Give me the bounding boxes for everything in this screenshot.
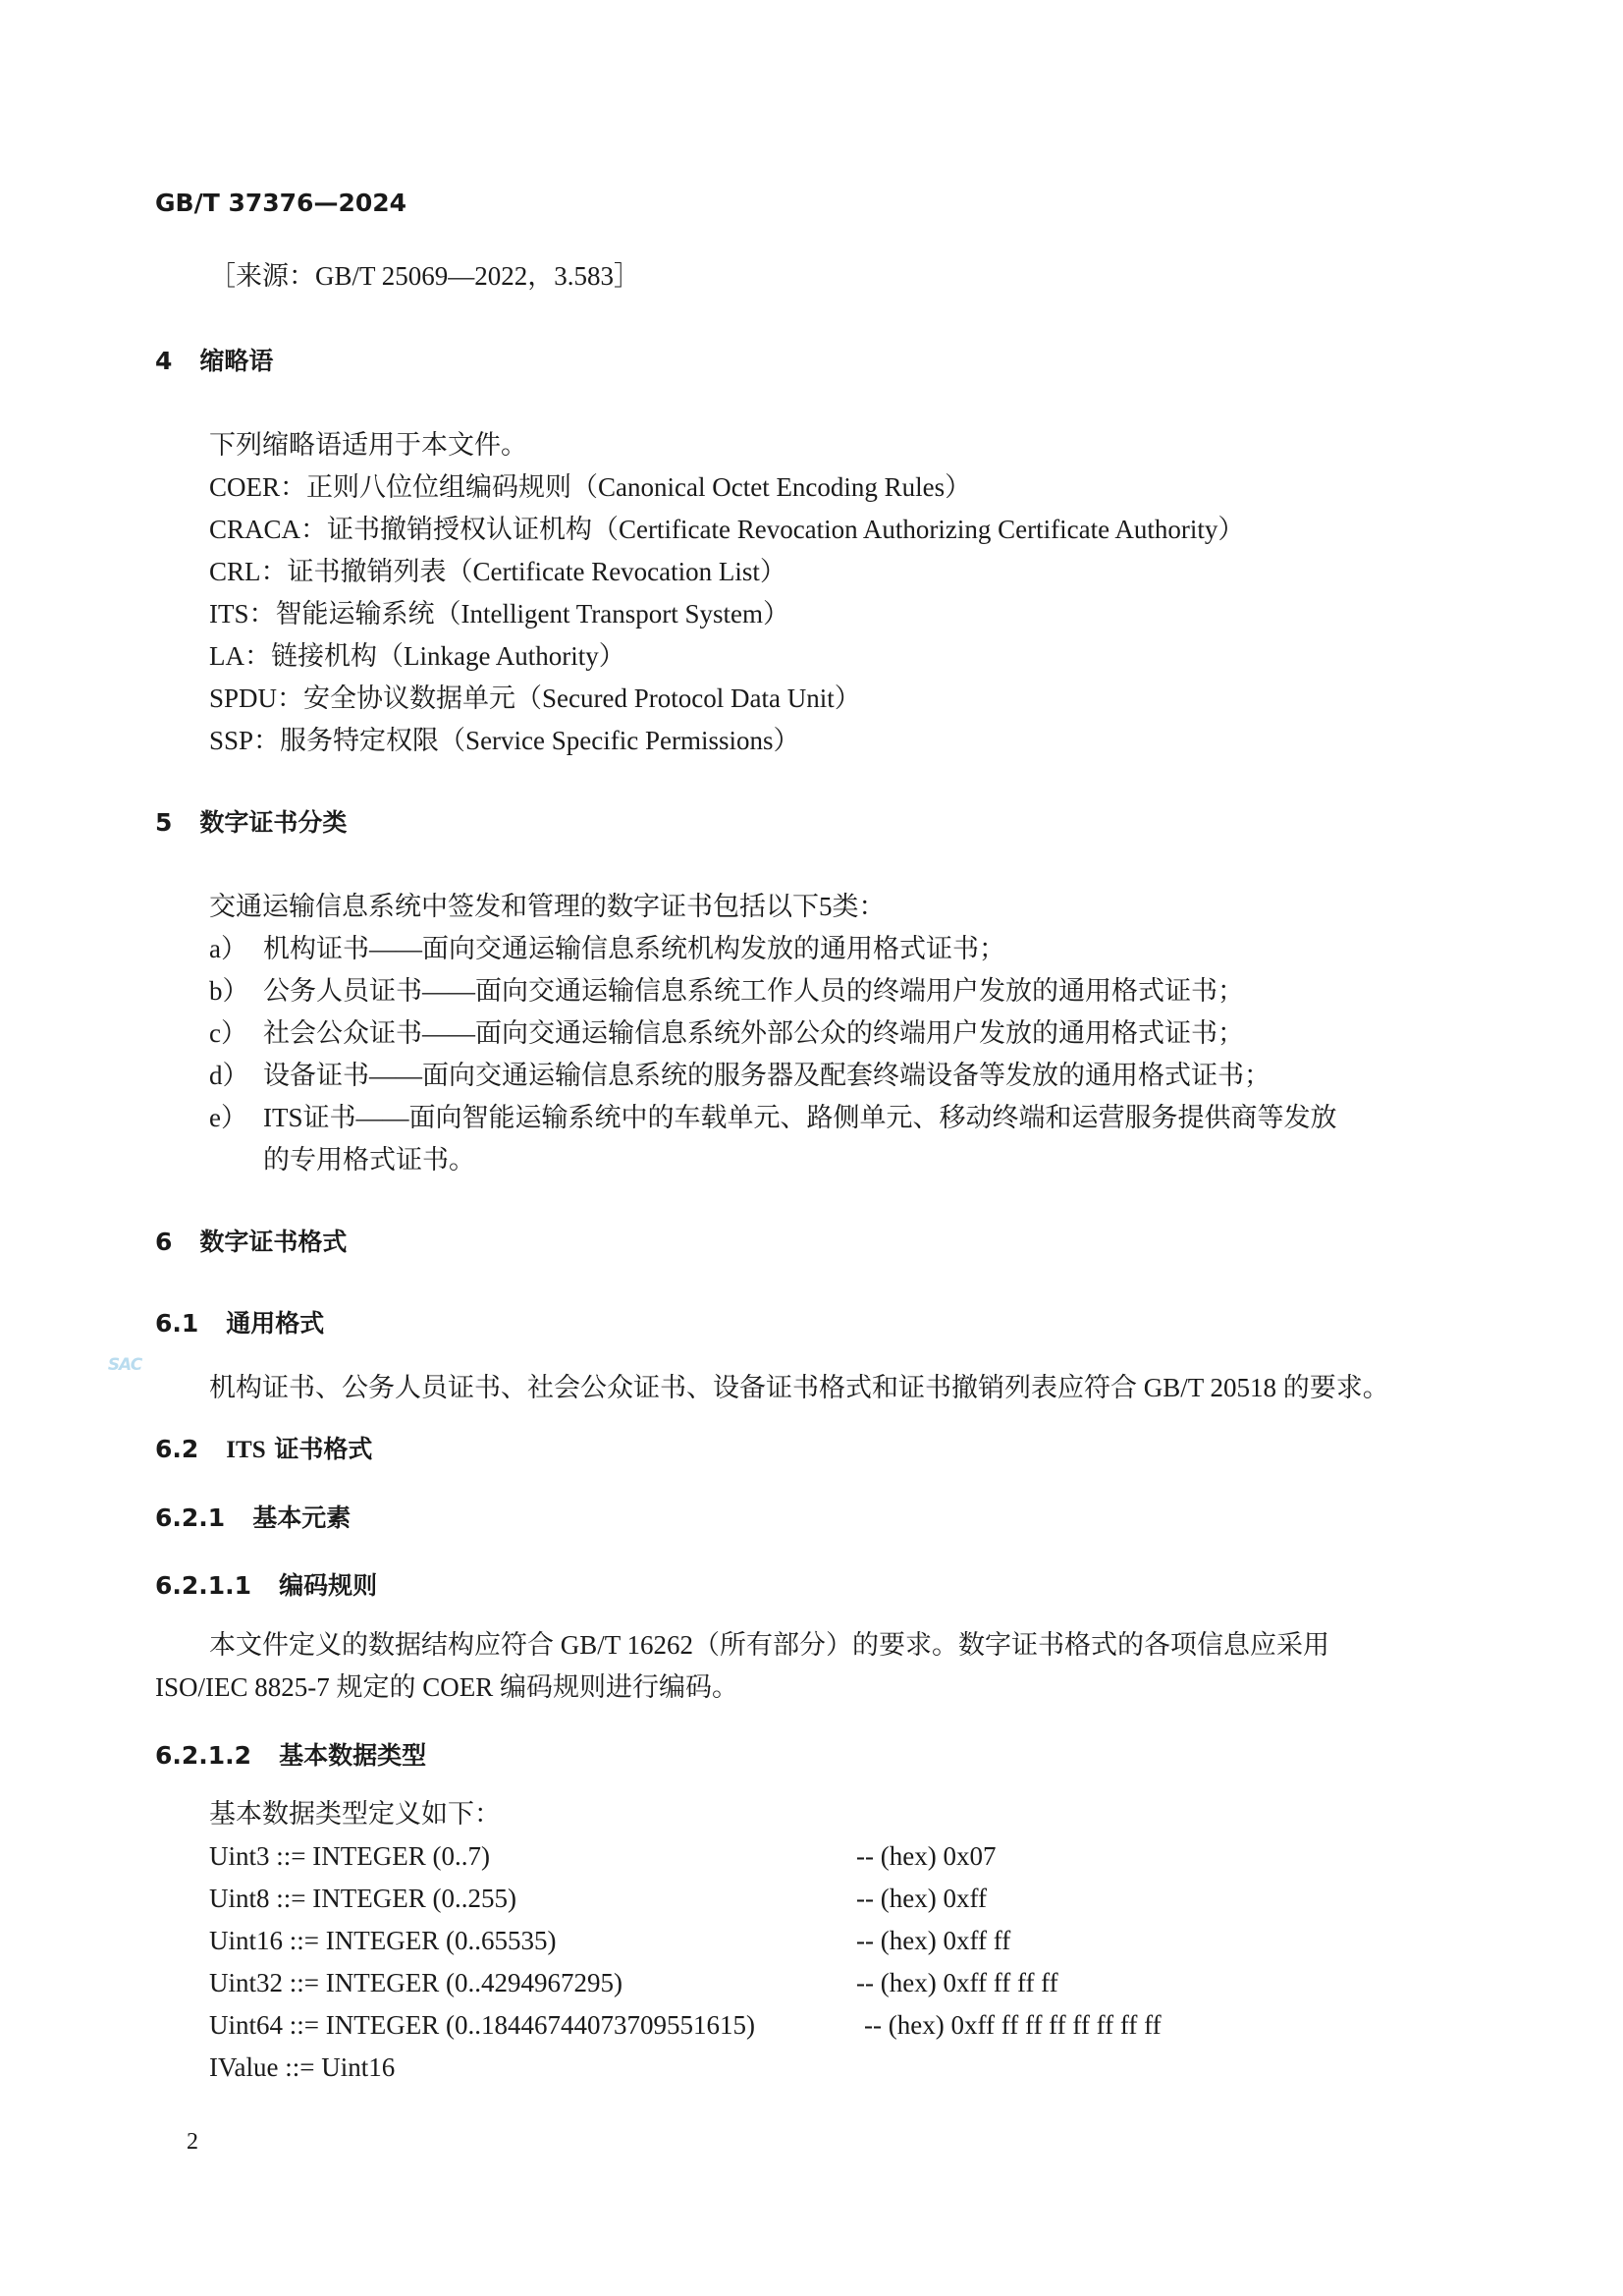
- abbreviation-item: ITS：智能运输系统（Intelligent Transport System）: [209, 599, 790, 629]
- list-text: 机构证书——面向交通运输信息系统机构发放的通用格式证书；: [263, 934, 1005, 963]
- section-title: 数字证书格式: [199, 1228, 348, 1256]
- type-comment: -- (hex) 0xff ff: [856, 1926, 1011, 1955]
- type-definition: Uint64 ::= INTEGER (0..18446744073709551615): [209, 2010, 755, 2040]
- section-number: 6: [155, 1228, 173, 1256]
- sac-watermark-logo: SAC: [107, 1355, 142, 1375]
- type-definition-row: [0, 2047, 1623, 2089]
- section-6-1-heading: [155, 1304, 324, 1339]
- section-6-2-1-heading: [155, 1499, 351, 1534]
- type-definition-row: [0, 1835, 1623, 1878]
- section-4-heading: [155, 342, 273, 377]
- list-text: 公务人员证书——面向交通运输信息系统工作人员的终端用户发放的通用格式证书；: [263, 976, 1244, 1006]
- section-6-2-1-2-intro: 基本数据类型定义如下：: [209, 1799, 501, 1829]
- section-number: 5: [155, 808, 173, 837]
- list-label: e）: [209, 1103, 247, 1132]
- source-note: ［来源：GB/T 25069—2022，3.583］: [209, 261, 641, 291]
- section-title: 基本元素: [252, 1503, 352, 1532]
- section-title: 缩略语: [199, 347, 274, 375]
- section-title: 通用格式: [226, 1309, 325, 1338]
- section-6-heading: [155, 1223, 347, 1258]
- list-text: ITS证书——面向智能运输系统中的车载单元、路侧单元、移动终端和运营服务提供商等发放: [263, 1103, 1337, 1132]
- section-6-2-1-1-text-line-2: ISO/IEC 8825-7 规定的 COER 编码规则进行编码。: [155, 1672, 738, 1702]
- type-definition-row: [0, 1962, 1623, 2004]
- section-6-2-1-1-text-line-1: 本文件定义的数据结构应符合 GB/T 16262（所有部分）的要求。数字证书格式的各项信息应采用: [209, 1630, 1330, 1660]
- type-definition-row: [0, 2004, 1623, 2047]
- section-number: 6.2: [155, 1435, 199, 1463]
- list-text-continuation: 的专用格式证书。: [263, 1145, 475, 1175]
- document-id: GB/T 37376—2024: [155, 189, 407, 217]
- type-definition: Uint32 ::= INTEGER (0..4294967295): [209, 1968, 622, 1997]
- abbreviation-item: SPDU：安全协议数据单元（Secured Protocol Data Unit）: [209, 683, 861, 713]
- section-6-2-1-1-heading: [155, 1566, 377, 1602]
- section-6-2-heading: [155, 1430, 372, 1465]
- type-comment: -- (hex) 0x07: [856, 1841, 997, 1871]
- type-definition-row: [0, 1878, 1623, 1920]
- type-comment: -- (hex) 0xff: [856, 1884, 987, 1913]
- list-label: d）: [209, 1061, 249, 1090]
- abbreviation-item: CRACA：证书撤销授权认证机构（Certificate Revocation Authorizing Certificate Authority）: [209, 515, 1245, 544]
- section-4-intro: 下列缩略语适用于本文件。: [209, 430, 527, 460]
- section-title: 证书格式: [265, 1435, 373, 1463]
- list-label: b）: [209, 976, 249, 1006]
- section-title: 编码规则: [279, 1571, 378, 1600]
- section-number: 6.2.1.1: [155, 1571, 252, 1600]
- section-5-intro: 交通运输信息系统中签发和管理的数字证书包括以下5类：: [209, 892, 886, 921]
- list-item: [0, 1097, 1623, 1181]
- abbreviation-item: COER：正则八位位组编码规则（Canonical Octet Encoding Rules）: [209, 472, 972, 502]
- list-item: [0, 970, 1623, 1012]
- type-definition: Uint8 ::= INTEGER (0..255): [209, 1884, 516, 1913]
- section-number: 4: [155, 347, 173, 375]
- list-label: a）: [209, 934, 247, 963]
- section-5-heading: [155, 803, 347, 839]
- list-text: 设备证书——面向交通运输信息系统的服务器及配套终端设备等发放的通用格式证书；: [263, 1061, 1271, 1090]
- list-text: 社会公众证书——面向交通运输信息系统外部公众的终端用户发放的通用格式证书；: [263, 1018, 1244, 1048]
- type-definition: Uint3 ::= INTEGER (0..7): [209, 1841, 490, 1871]
- section-title: 数字证书分类: [199, 808, 348, 837]
- section-number: 6.2.1.2: [155, 1741, 252, 1770]
- type-comment: -- (hex) 0xff ff ff ff: [856, 1968, 1058, 1997]
- section-number: 6.1: [155, 1309, 199, 1338]
- type-definition: Uint16 ::= INTEGER (0..65535): [209, 1926, 557, 1955]
- section-6-2-1-2-heading: [155, 1736, 426, 1772]
- section-title: 基本数据类型: [279, 1741, 427, 1770]
- section-6-1-text: 机构证书、公务人员证书、社会公众证书、设备证书格式和证书撤销列表应符合 GB/T 20518 的要求。: [209, 1373, 1389, 1402]
- abbreviation-item: LA：链接机构（Linkage Authority）: [209, 641, 625, 671]
- list-item: [0, 1055, 1623, 1097]
- section-number: 6.2.1: [155, 1503, 226, 1532]
- abbreviation-item: CRL：证书撤销列表（Certificate Revocation List）: [209, 557, 786, 586]
- list-label: c）: [209, 1018, 247, 1048]
- abbreviation-item: SSP：服务特定权限（Service Specific Permissions）: [209, 726, 800, 755]
- page-number: 2: [187, 2129, 198, 2155]
- type-comment: -- (hex) 0xff ff ff ff ff ff ff ff: [864, 2010, 1162, 2040]
- type-definition-row: [0, 1920, 1623, 1962]
- list-item: [0, 1012, 1623, 1055]
- section-title-prefix: ITS: [226, 1437, 266, 1463]
- type-definition: IValue ::= Uint16: [209, 2052, 396, 2082]
- list-item: [0, 928, 1623, 970]
